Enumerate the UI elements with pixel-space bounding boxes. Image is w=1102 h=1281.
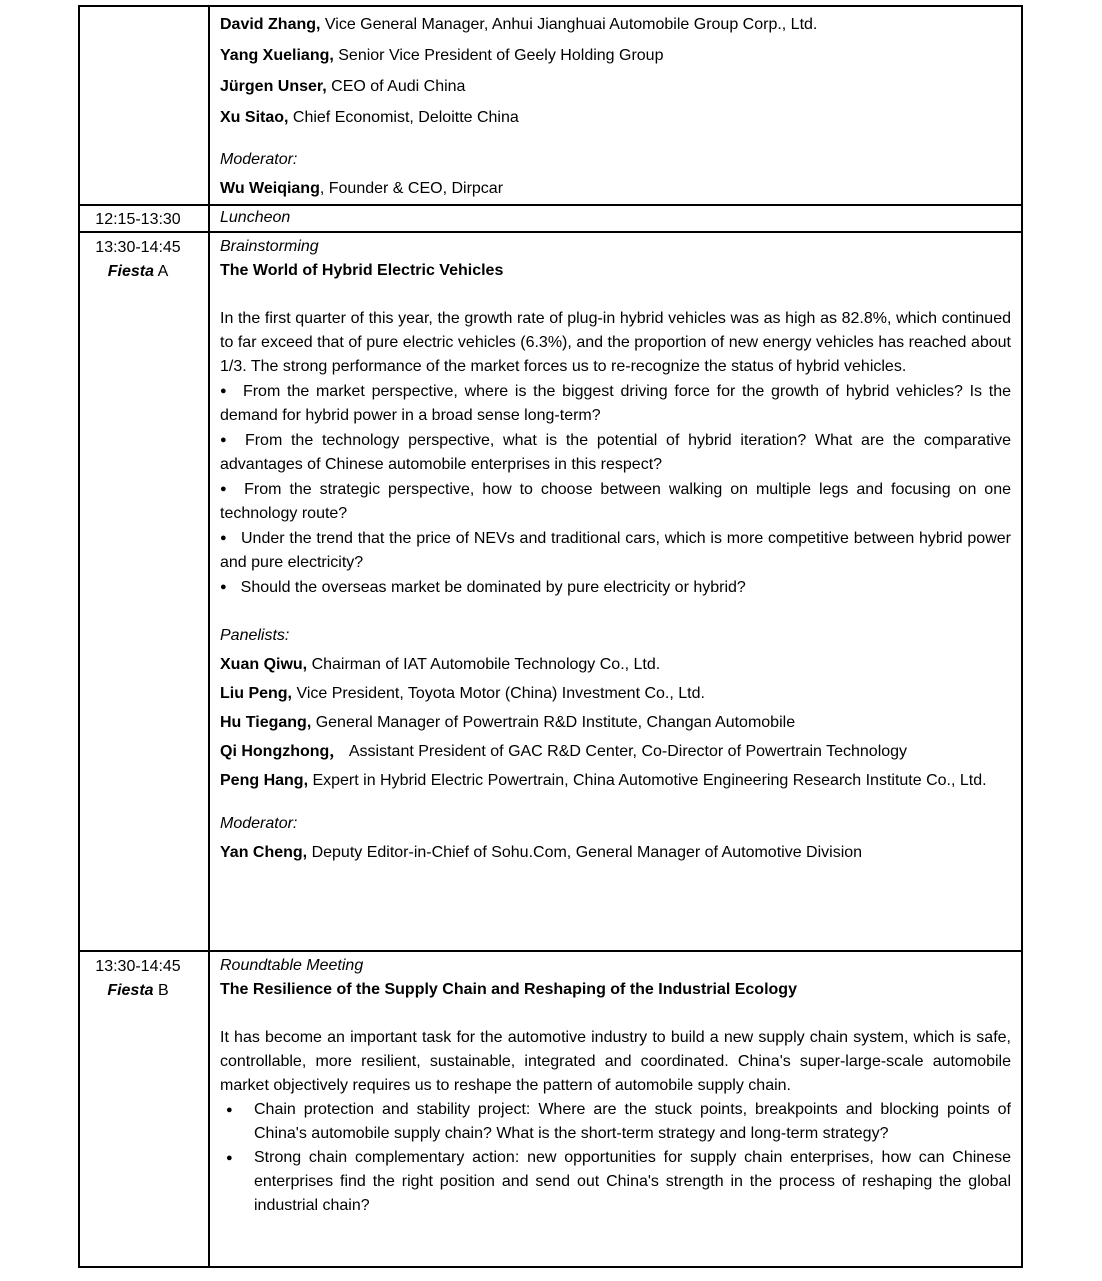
spacer	[220, 133, 1011, 145]
spacer	[220, 795, 1011, 809]
time-label: 13:30-14:45	[95, 958, 181, 975]
speaker-line	[220, 9, 1011, 40]
moderator-label: Moderator:	[220, 815, 298, 832]
speaker-role: Chief Economist, Deloitte China	[288, 109, 519, 126]
panelist-role: Expert in Hybrid Electric Powertrain, China Automotive Engineering Research Institute Co., Ltd.	[308, 772, 987, 789]
room-letter: B	[153, 982, 169, 999]
room-name-italic: Fiesta	[107, 982, 154, 999]
bullet-icon: ●	[220, 385, 229, 397]
content-cell	[209, 951, 1022, 1267]
panelist-name: Xuan Qiwu,	[220, 656, 308, 673]
time-cell-empty	[79, 6, 209, 205]
speaker-line	[220, 71, 1011, 102]
room-label	[84, 979, 192, 1003]
content-cell	[209, 205, 1022, 232]
panelist-line	[220, 679, 1011, 708]
bullet-item	[220, 477, 1011, 526]
panelist-name: Hu Tiegang,	[220, 714, 312, 731]
session-intro: It has become an important task for the automotive industry to build a new supply chain system, which is safe, controllable, more resilient, sustainable, integrated and coordinated. China's super-large-scale automobile market objectively requires us to reshape the pattern of automobile supply chain.	[220, 1029, 1011, 1094]
time-cell	[79, 232, 209, 951]
row-fiesta-a	[79, 232, 1022, 951]
session-title: The Resilience of the Supply Chain and Reshaping of the Industrial Ecology	[220, 981, 797, 998]
panelist-line	[220, 650, 1011, 679]
break-label: Luncheon	[220, 209, 291, 226]
spacer	[220, 600, 1011, 622]
panelist-line	[220, 737, 1011, 766]
session-intro: In the first quarter of this year, the growth rate of plug-in hybrid vehicles was as high as 82.8%, which continued to far exceed that of pure electric vehicles (6.3%), and the proportion of new energy vehicles has reached about 1/3. The strong performance of the market forces us to re-recognize the status of hybrid vehicles.	[220, 310, 1011, 375]
bullet-item	[220, 526, 1011, 575]
panelist-name: Liu Peng,	[220, 685, 292, 702]
row-session-continuation	[79, 6, 1022, 205]
speaker-name: Yang Xueliang,	[220, 47, 334, 64]
speaker-name: David Zhang,	[220, 16, 321, 33]
moderator-name: Yan Cheng,	[220, 844, 308, 861]
time-label: 12:15-13:30	[95, 211, 181, 228]
spacer	[220, 1002, 1011, 1026]
panelist-name: Peng Hang,	[220, 772, 309, 789]
room-label	[84, 260, 192, 284]
moderator-label: Moderator:	[220, 151, 298, 168]
panelist-line	[220, 766, 1011, 795]
agenda-table	[78, 5, 1023, 1268]
bullet-text: From the technology perspective, what is the potential of hybrid iteration? What are the comparative advantages of Chinese automobile enterprises in this respect?	[220, 432, 1011, 473]
moderator-role: , Founder & CEO, Dirpcar	[319, 180, 504, 197]
bullet-item	[220, 379, 1011, 428]
time-label: 13:30-14:45	[95, 239, 181, 256]
session-type-label: Brainstorming	[220, 238, 319, 255]
bullet-item	[220, 428, 1011, 477]
row-luncheon	[79, 205, 1022, 232]
bullet-icon: ●	[220, 483, 231, 495]
speaker-name: Xu Sitao,	[220, 109, 289, 126]
panelist-role: Assistant President of GAC R&D Center, Co-Director of Powertrain Technology	[345, 743, 908, 760]
speaker-role: Senior Vice President of Geely Holding Group	[333, 47, 664, 64]
panelist-role: General Manager of Powertrain R&D Institute, Changan Automobile	[311, 714, 796, 731]
session-type-label: Roundtable Meeting	[220, 957, 364, 974]
moderator-role: Deputy Editor-in-Chief of Sohu.Com, General Manager of Automotive Division	[307, 844, 863, 861]
bullet-text: From the market perspective, where is the biggest driving force for the growth of hybrid vehicles? Is the demand for hybrid power in a broad sense long-term?	[220, 383, 1011, 424]
panelist-name: Qi Hongzhong，	[220, 743, 346, 760]
bullet-text: Chain protection and stability project: Where are the stuck points, breakpoints and blocking points of China's automobile supply chain? What is the short-term strategy and long-term strategy?	[254, 1101, 1011, 1142]
time-cell	[79, 205, 209, 232]
panelist-role: Chairman of IAT Automobile Technology Co., Ltd.	[307, 656, 661, 673]
speaker-name: Jürgen Unser,	[220, 78, 327, 95]
moderator-name: Wu Weiqiang	[220, 180, 320, 197]
bullet-item	[220, 1098, 1011, 1146]
bullet-icon: ●	[220, 434, 231, 446]
bullet-text: Under the trend that the price of NEVs and traditional cars, which is more competitive between hybrid power and pure electricity?	[220, 530, 1011, 571]
moderator-line	[220, 174, 1011, 203]
speaker-line	[220, 40, 1011, 71]
room-name-italic: Fiesta	[107, 263, 154, 280]
row-fiesta-b	[79, 951, 1022, 1267]
time-cell	[79, 951, 209, 1267]
moderator-line	[220, 838, 1011, 867]
speaker-role: CEO of Audi China	[326, 78, 466, 95]
bullet-text: From the strategic perspective, how to choose between walking on multiple legs and focusing on one technology route?	[220, 481, 1011, 522]
spacer	[220, 283, 1011, 307]
bullet-icon: ●	[220, 581, 227, 593]
speaker-line	[220, 102, 1011, 133]
bullet-item	[220, 575, 1011, 600]
panelists-label: Panelists:	[220, 627, 290, 644]
bullet-item	[220, 1146, 1011, 1218]
speaker-role: Vice General Manager, Anhui Jianghuai Automobile Group Corp., Ltd.	[320, 16, 818, 33]
session-title: The World of Hybrid Electric Vehicles	[220, 262, 504, 279]
room-letter: A	[154, 263, 169, 280]
bullet-icon: ●	[226, 1152, 233, 1164]
panelist-role: Vice President, Toyota Motor (China) Investment Co., Ltd.	[292, 685, 705, 702]
bullet-icon: ●	[220, 532, 227, 544]
bullet-icon: ●	[226, 1104, 233, 1116]
bullet-text: Strong chain complementary action: new opportunities for supply chain enterprises, how can Chinese enterprises find the right position and send out China's strength in the process of reshaping the global industrial chain?	[254, 1149, 1011, 1214]
content-cell	[209, 6, 1022, 205]
panelist-line	[220, 708, 1011, 737]
bullet-text: Should the overseas market be dominated by pure electricity or hybrid?	[240, 579, 746, 596]
content-cell	[209, 232, 1022, 951]
